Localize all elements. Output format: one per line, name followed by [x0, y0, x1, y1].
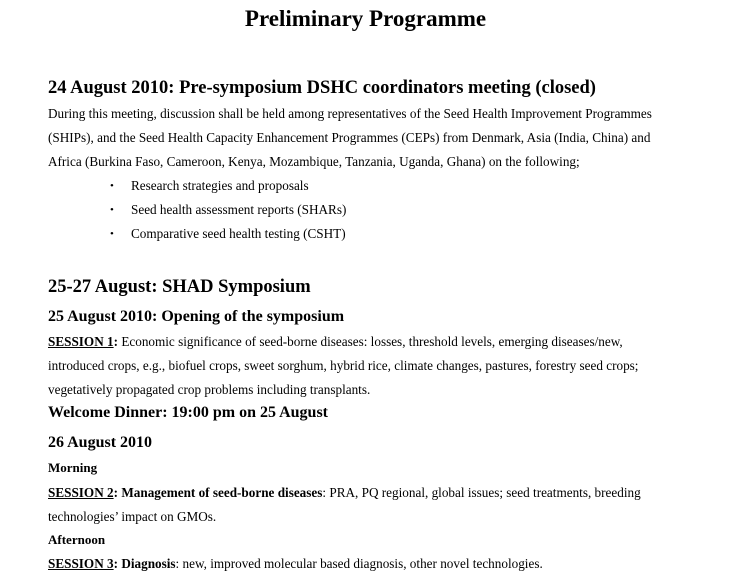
symposium-heading: 25-27 August: SHAD Symposium — [48, 277, 311, 297]
afternoon-label: Afternoon — [48, 532, 106, 547]
list-item — [108, 222, 346, 246]
bullet-text: Seed health assessment reports (SHARs) — [131, 202, 347, 217]
session3-colon: : — [113, 556, 119, 571]
morning-label: Morning — [48, 460, 98, 475]
session1-line-3: vegetatively propagated crop problems including transplants. — [48, 382, 371, 397]
session1-label: SESSION 1 — [48, 334, 114, 349]
presymposium-paragraph-line-2: (SHIPs), and the Seed Health Capacity Enhancement Programmes (CEPs) from Denmark, Asia (India, China) and — [48, 130, 651, 145]
session1-text: Economic significance of seed-borne diseases: losses, threshold levels, emerging diseases/new, — [118, 334, 623, 349]
bullet-text: Comparative seed health testing (CSHT) — [131, 226, 346, 241]
presymposium-heading: 24 August 2010: Pre-symposium DSHC coordinators meeting (closed) — [48, 78, 596, 98]
session2-line-2: technologies’ impact on GMOs. — [48, 509, 217, 524]
session3-topic: Diagnosis — [118, 556, 176, 571]
session1-line-1 — [48, 330, 623, 354]
session3-label: SESSION 3 — [48, 556, 114, 571]
session2-colon: : — [113, 485, 119, 500]
bullet-text: Research strategies and proposals — [131, 178, 309, 193]
welcome-dinner: Welcome Dinner: 19:00 pm on 25 August — [48, 404, 328, 421]
session1-colon: : — [113, 334, 119, 349]
list-item — [108, 198, 346, 222]
session2-topic: Management of seed-borne diseases — [118, 485, 323, 500]
day2-heading: 26 August 2010 — [48, 434, 153, 451]
session3-text: : new, improved molecular based diagnosis, other novel technologies. — [175, 556, 543, 571]
bullet-icon: • — [110, 204, 114, 216]
presymposium-paragraph-line-1: During this meeting, discussion shall be held among representatives of the Seed Health Improvement Programmes — [48, 106, 652, 121]
list-item — [108, 174, 346, 198]
session3-line-1 — [48, 552, 543, 576]
bullet-icon: • — [110, 228, 114, 240]
presymposium-paragraph-line-3: Africa (Burkina Faso, Cameroon, Kenya, Mozambique, Tanzania, Uganda, Ghana) on the following; — [48, 154, 580, 169]
session2-label: SESSION 2 — [48, 485, 114, 500]
page-title: Preliminary Programme — [244, 6, 487, 31]
session2-line-1 — [48, 481, 641, 505]
bullet-icon: • — [110, 180, 114, 192]
session2-text: : PRA, PQ regional, global issues; seed treatments, breeding — [322, 485, 641, 500]
day1-heading: 25 August 2010: Opening of the symposium — [48, 308, 345, 325]
session1-line-2: introduced crops, e.g., biofuel crops, sweet sorghum, hybrid rice, climate changes, pastures, forestry seed crops; — [48, 358, 639, 373]
agenda-bullet-list — [108, 174, 346, 246]
